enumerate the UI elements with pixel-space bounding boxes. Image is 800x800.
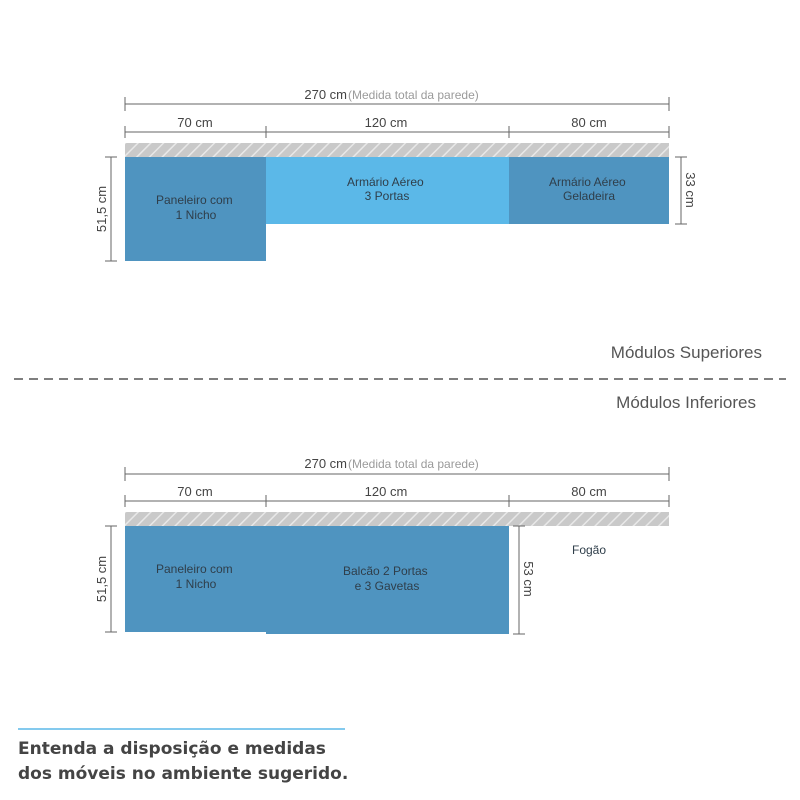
lower-section — [94, 456, 669, 634]
upper-right-height-dimension — [675, 157, 698, 224]
lower-module-1-label: Paneleiro com 1 Nicho — [155, 562, 233, 591]
lower-segment-2-label: 120 cm — [364, 484, 408, 499]
upper-module-2-label: Armário Aéreo 3 Portas — [346, 175, 424, 203]
footer-caption: Entenda a disposição e medidas dos móveis no ambiente sugerido. — [18, 739, 349, 784]
upper-left-height-dimension — [94, 157, 117, 261]
upper-total-note: (Medida total da parede) — [348, 88, 479, 102]
upper-total-value: 270 cm — [304, 87, 347, 102]
lower-total-dimension — [125, 456, 669, 481]
upper-segment-1-label: 70 cm — [177, 115, 213, 130]
lower-right-height-dimension — [513, 526, 536, 634]
upper-segment-dimensions — [125, 115, 669, 138]
upper-left-height-label: 51,5 cm — [94, 185, 109, 233]
lower-segment-dimensions — [125, 484, 669, 507]
upper-section — [94, 87, 698, 261]
lower-module-2-label: Balcão 2 Portas e 3 Gavetas — [342, 564, 428, 593]
upper-total-dimension — [125, 87, 669, 111]
section-title-upper: Módulos Superiores — [610, 343, 762, 362]
upper-segment-3-label: 80 cm — [571, 115, 607, 130]
upper-module-1-label: Paneleiro com 1 Nicho — [155, 193, 233, 222]
upper-segment-2-label: 120 cm — [364, 115, 408, 130]
section-title-lower: Módulos Inferiores — [616, 393, 756, 412]
lower-wall — [125, 512, 669, 526]
lower-total-value: 270 cm — [304, 456, 347, 471]
lower-left-height-dimension — [94, 526, 117, 632]
upper-wall — [125, 143, 669, 157]
lower-segment-1-label: 70 cm — [177, 484, 213, 499]
lower-left-height-label: 51,5 cm — [94, 555, 109, 603]
upper-right-height-label: 33 cm — [683, 172, 698, 208]
upper-module-3-label: Armário Aéreo Geladeira — [548, 175, 626, 203]
lower-segment-3-label: 80 cm — [571, 484, 607, 499]
lower-total-note: (Medida total da parede) — [348, 457, 479, 471]
lower-right-height-label: 53 cm — [521, 561, 536, 597]
stove-label: Fogão — [571, 543, 607, 557]
